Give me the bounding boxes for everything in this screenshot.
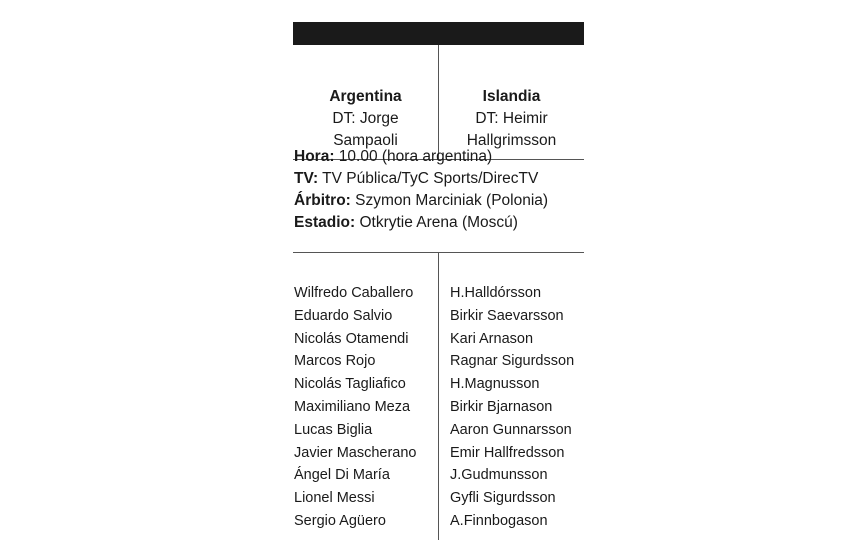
player-name: H.Halldórsson — [450, 285, 542, 301]
player-name: Nicolás Otamendi — [294, 330, 409, 347]
player-name: Aaron Gunnarsson — [450, 421, 572, 438]
player-name: Gyfli Sigurdsson — [450, 490, 556, 507]
player-name: Marcos Rojo — [294, 353, 376, 370]
coach-line: DT: Heimir — [475, 110, 548, 127]
coach-line: Hallgrimsson — [466, 132, 557, 149]
player-name: Birkir Saevarsson — [450, 307, 564, 324]
lineup-divider — [438, 252, 439, 540]
info-hora: Hora: 10.00 (hora argentina) — [294, 148, 493, 165]
player-name: H.Magnusson — [450, 376, 540, 393]
info-tv: TV: TV Pública/TyC Sports/DirecTV — [294, 170, 539, 187]
player-name: Ángel Di María — [294, 467, 390, 484]
player-name: Wilfredo Caballero — [294, 285, 414, 301]
lineup-islandia — [450, 282, 584, 533]
lineup-argentina — [294, 282, 434, 533]
player-name: J.Gudmunsson — [450, 467, 548, 484]
player-name: Lionel Messi — [294, 490, 375, 507]
player-name: Nicolás Tagliafico — [294, 376, 406, 393]
match-card — [293, 22, 584, 540]
team-name: Argentina — [329, 88, 402, 105]
player-name: Kari Arnason — [450, 330, 534, 347]
team-argentina — [293, 86, 438, 152]
match-info — [294, 146, 584, 234]
info-arbitro: Árbitro: Szymon Marciniak (Polonia) — [294, 192, 549, 209]
player-name: Birkir Bjarnason — [450, 398, 553, 415]
coach-line: DT: Jorge — [332, 110, 399, 127]
header-bar — [293, 22, 584, 45]
player-name: Emir Hallfredsson — [450, 444, 565, 461]
player-name: A.Finnbogason — [450, 512, 548, 529]
player-name: Eduardo Salvio — [294, 307, 393, 324]
team-islandia — [439, 86, 584, 152]
divider-line — [293, 252, 584, 253]
player-name: Maximiliano Meza — [294, 398, 411, 415]
player-name: Javier Mascherano — [294, 444, 417, 461]
player-name: Ragnar Sigurdsson — [450, 353, 575, 370]
player-name: Lucas Biglia — [294, 421, 373, 438]
coach-line: Sampaoli — [333, 132, 398, 149]
team-name: Islandia — [482, 88, 541, 105]
info-estadio: Estadio: Otkrytie Arena (Moscú) — [294, 214, 518, 231]
player-name: Sergio Agüero — [294, 512, 386, 529]
